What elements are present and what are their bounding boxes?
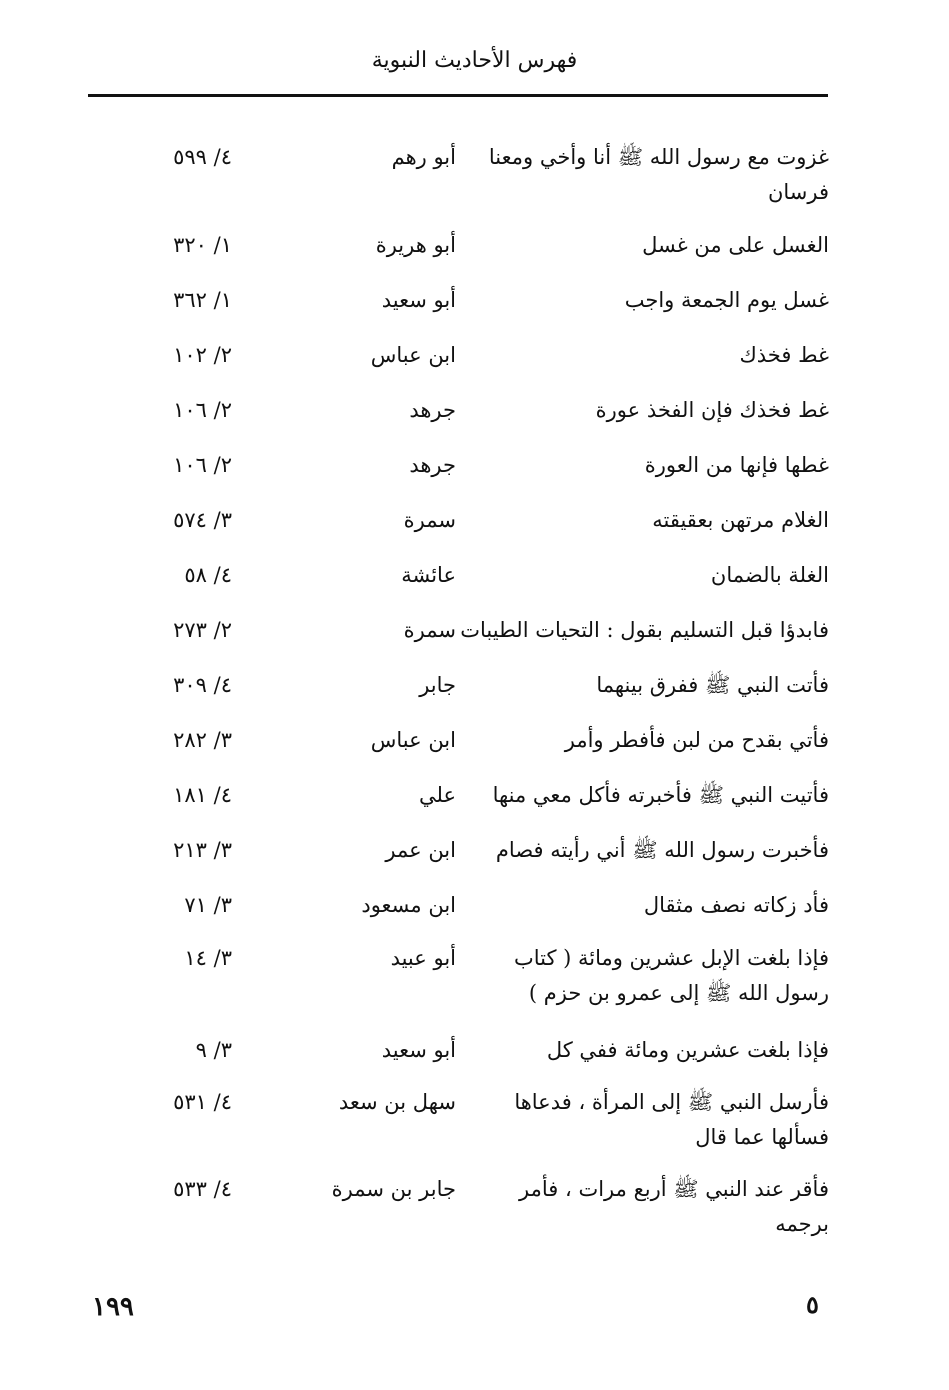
- narrator-name: أبو سعيد: [381, 288, 456, 312]
- narrator-name: جابر: [419, 673, 456, 697]
- list-item: [0, 833, 949, 888]
- volume-page-ref: ١/ ٣٢٠: [173, 233, 232, 257]
- hadith-text: فأخبرت رسول الله ﷺ أني رأيته فصام: [495, 838, 829, 862]
- narrator-name: جرهد: [409, 398, 456, 422]
- list-item: [0, 283, 949, 338]
- hadith-index-list: [0, 140, 949, 1236]
- list-item: [0, 613, 949, 668]
- hadith-text: فإذا بلغت عشرين ومائة ففي كل: [546, 1038, 829, 1062]
- volume-page-ref: ٣/ ٥٧٤: [173, 508, 232, 532]
- list-item: [0, 1085, 949, 1172]
- hadith-text: الغسل على من غسل: [642, 233, 829, 257]
- hadith-text: فأتي بقدح من لبن فأفطر وأمر: [564, 728, 829, 752]
- narrator-name: أبو رهم: [391, 145, 456, 169]
- signature-mark: ٥: [806, 1290, 819, 1319]
- list-item: [0, 140, 949, 228]
- volume-page-ref: ٢/ ١٠٦: [173, 398, 232, 422]
- narrator-name: سهل بن سعد: [338, 1090, 456, 1114]
- page-title: فهرس الأحاديث النبوية: [371, 48, 578, 73]
- hadith-text: فأتت النبي ﷺ ففرق بينهما: [596, 673, 829, 697]
- hadith-text: فأرسل النبي ﷺ إلى المرأة ، فدعاها فسألها عما قال: [514, 1090, 829, 1149]
- volume-page-ref: ٣/ ١٤: [184, 946, 232, 970]
- volume-page-ref: ١/ ٣٦٢: [173, 288, 232, 312]
- list-item: [0, 723, 949, 778]
- hadith-text: غزوت مع رسول الله ﷺ أنا وأخي ومعنا فرسان: [488, 145, 829, 204]
- narrator-name: عائشة: [401, 563, 456, 587]
- volume-page-ref: ٤/ ٥٨: [184, 563, 232, 587]
- narrator-name: ابن عمر: [385, 838, 456, 862]
- narrator-name: ابن مسعود: [361, 893, 456, 917]
- hadith-text: فأتيت النبي ﷺ فأخبرته فأكل معي منها: [492, 783, 829, 807]
- list-item: [0, 668, 949, 723]
- page-number: ١٩٩: [92, 1292, 134, 1322]
- list-item: [0, 1033, 949, 1085]
- narrator-name: جرهد: [409, 453, 456, 477]
- narrator-name: سمرة: [403, 618, 456, 642]
- narrator-name: ابن عباس: [370, 343, 456, 367]
- list-item: [0, 338, 949, 393]
- volume-page-ref: ٤/ ٥٩٩: [173, 145, 232, 169]
- narrator-name: ابن عباس: [370, 728, 456, 752]
- volume-page-ref: ٢/ ٢٧٣: [173, 618, 232, 642]
- hadith-text: الغلام مرتهن بعقيقته: [652, 508, 829, 532]
- hadith-text: فابدؤا قبل التسليم بقول : التحيات الطيبات: [460, 618, 829, 642]
- list-item: [0, 778, 949, 833]
- volume-page-ref: ٤/ ٣٠٩: [173, 673, 232, 697]
- list-item: [0, 393, 949, 448]
- hadith-text: غطها فإنها من العورة: [644, 453, 829, 477]
- list-item: [0, 228, 949, 283]
- volume-page-ref: ٤/ ٥٣١: [173, 1090, 232, 1114]
- header-divider: [88, 94, 828, 97]
- list-item: [0, 503, 949, 558]
- volume-page-ref: ٤/ ٥٣٣: [173, 1177, 232, 1201]
- hadith-text: فأقر عند النبي ﷺ أربع مرات ، فأمر برجمه: [519, 1177, 829, 1236]
- hadith-text: الغلة بالضمان: [710, 563, 829, 587]
- hadith-text: غسل يوم الجمعة واجب: [624, 288, 829, 312]
- volume-page-ref: ٤/ ١٨١: [173, 783, 232, 807]
- hadith-text: فإذا بلغت الإبل عشرين ومائة ( كتاب رسول الله ﷺ إلى عمرو بن حزم ): [513, 946, 829, 1005]
- hadith-text: غط فخذك فإن الفخذ عورة: [595, 398, 829, 422]
- narrator-name: علي: [419, 783, 456, 807]
- volume-page-ref: ٢/ ١٠٢: [173, 343, 232, 367]
- volume-page-ref: ٣/ ٩: [195, 1038, 232, 1062]
- hadith-text: غط فخذك: [739, 343, 829, 367]
- narrator-name: أبو عبيد: [390, 946, 456, 970]
- list-item: [0, 558, 949, 613]
- hadith-text: فأد زكاته نصف مثقال: [643, 893, 829, 917]
- list-item: [0, 941, 949, 1033]
- list-item: [0, 1172, 949, 1236]
- narrator-name: سمرة: [403, 508, 456, 532]
- volume-page-ref: ٣/ ٢٨٢: [173, 728, 232, 752]
- narrator-name: جابر بن سمرة: [331, 1177, 456, 1201]
- list-item: [0, 448, 949, 503]
- list-item: [0, 888, 949, 941]
- volume-page-ref: ٣/ ٢١٣: [173, 838, 232, 862]
- volume-page-ref: ٣/ ٧١: [184, 893, 232, 917]
- narrator-name: أبو هريرة: [375, 233, 456, 257]
- volume-page-ref: ٢/ ١٠٦: [173, 453, 232, 477]
- narrator-name: أبو سعيد: [381, 1038, 456, 1062]
